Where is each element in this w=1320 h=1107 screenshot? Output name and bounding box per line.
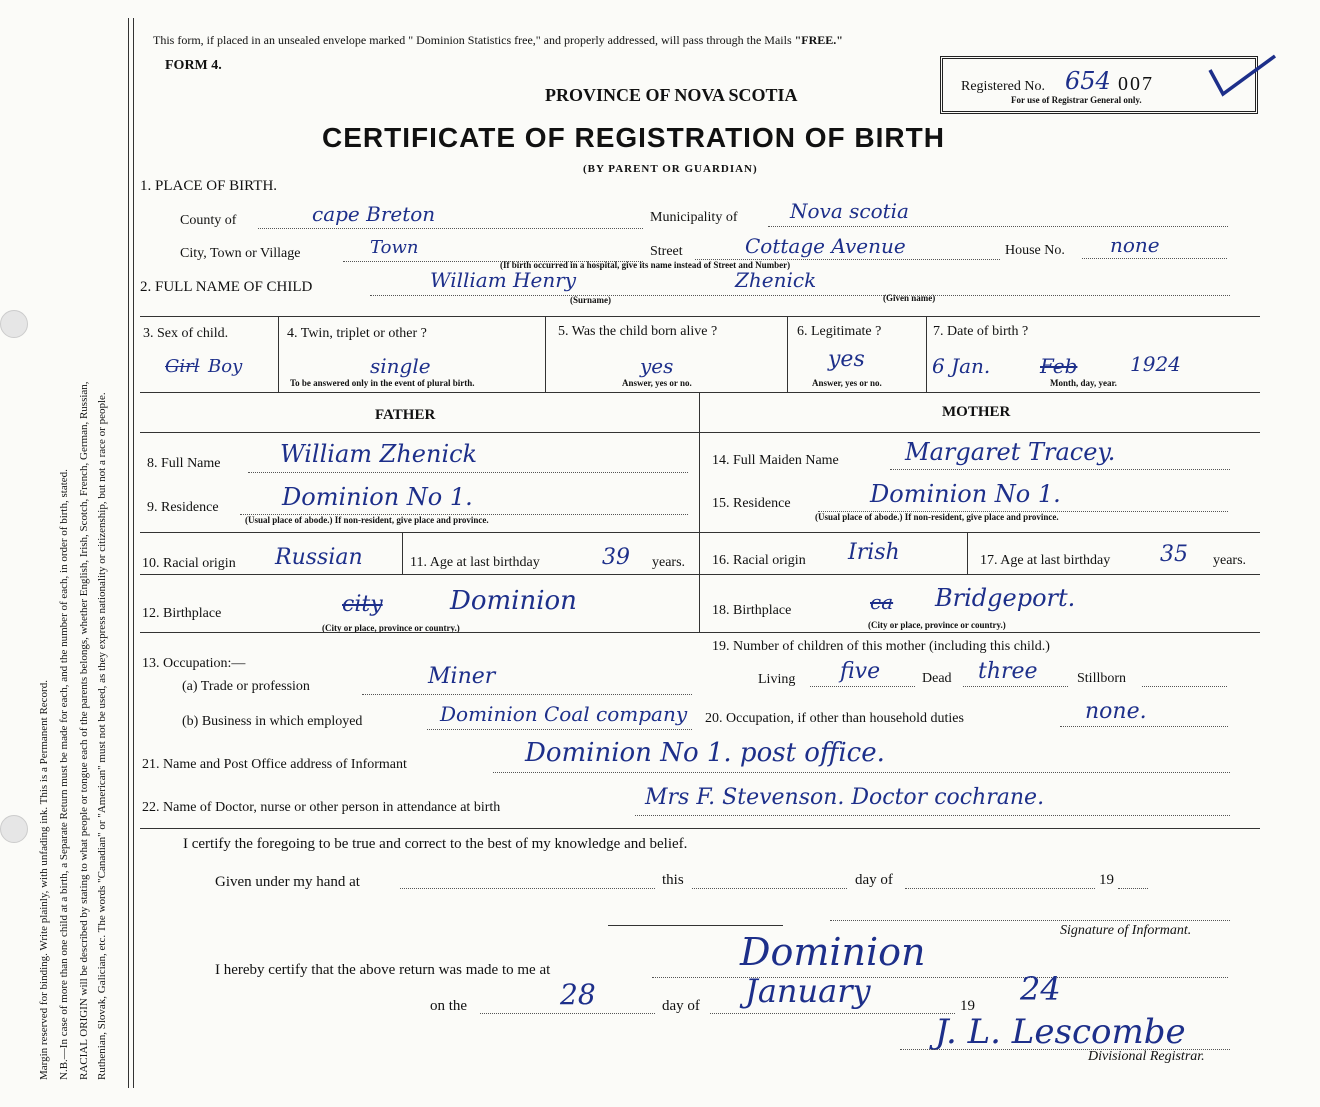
day-of-line [905,888,1095,889]
children-label: 19. Number of children of this mother (including this child.) [712,639,1050,654]
father-racial-value: Russian [275,545,363,570]
alive-value: yes [640,354,674,378]
return-place: Dominion [740,930,926,974]
mother-occupation-label: 20. Occupation, if other than household duties [705,711,964,726]
registrar-label: Divisional Registrar. [1088,1049,1205,1064]
mail-free: "FREE." [794,33,843,47]
doctor-label: 22. Name of Doctor, nurse or other person in attendance at birth [142,800,501,815]
father-birthplace-value: Dominion [450,586,577,616]
father-age-value: 39 [602,545,630,570]
city-label: City, Town or Village [180,246,301,261]
row-top-rule [140,316,1260,317]
child-surname-value: Zhenick [735,268,817,292]
mother-occupation-line [1060,726,1228,727]
county-label: County of [180,213,237,228]
father-birthplace-note: (City or place, province or country.) [322,623,460,633]
dead-line [963,686,1068,687]
mother-racial-label: 16. Racial origin [712,553,806,568]
registered-number: 654 [1065,67,1111,95]
municipality-label: Municipality of [650,210,738,225]
given-line [400,888,655,889]
dob-struck: Feb [1040,354,1078,378]
signature-label: Signature of Informant. [1060,923,1192,938]
father-business-label: (b) Business in which employed [182,714,363,729]
mail-notice [153,33,843,48]
mother-residence-label: 15. Residence [712,496,791,511]
twin-label: 4. Twin, triplet or other ? [287,326,427,341]
margin-note-3: RACIAL ORIGIN will be described by stating to what people or tongue each of the parents belongs, whether English, Irish, Scotch, French, German, Russian, [78,381,90,1080]
living-value: five [840,659,881,684]
house-label: House No. [1005,243,1065,258]
informant-label: 21. Name and Post Office address of Informant [142,757,407,772]
dob-value: 6 Jan. [932,354,991,378]
month-line [710,1013,955,1014]
child-name-line [370,295,1230,296]
father-business-line [427,729,692,730]
sex-value: Boy [208,356,243,377]
father-trade-value: Miner [428,664,496,689]
county-value: cape Breton [312,202,436,226]
child-name-label: 2. FULL NAME OF CHILD [140,279,313,295]
day-of2-label: day of [662,998,700,1014]
father-birthplace-label: 12. Birthplace [142,606,222,621]
stillborn-label: Stillborn [1077,671,1127,686]
father-age-rule [140,574,700,575]
hospital-note: (If birth occurred in a hospital, give its name instead of Street and Number) [500,260,791,270]
mother-age-unit: years. [1213,553,1247,568]
father-trade-line [362,694,692,695]
on-the-label: on the [430,998,468,1014]
dob-label: 7. Date of birth ? [933,324,1029,339]
return-month: January [745,972,871,1010]
house-line [1082,258,1227,259]
legit-note: Answer, yes or no. [812,378,882,388]
given-name-note: (Given name) [883,293,936,303]
county-line [258,228,643,229]
margin-note-4: Ruthenian, Slovak, Galician, etc. The words "Canadian" or "American" must not be used, as they express nationality or citizenship, but not a race or people. [96,392,108,1080]
registered-label: Registered No. [961,79,1045,94]
parents-divider [699,392,700,632]
father-trade-label: (a) Trade or profession [182,679,310,694]
mother-birthplace-note: (City or place, province or country.) [868,620,1006,630]
alive-label: 5. Was the child born alive ? [558,324,718,339]
parents-bottom-rule [140,632,1260,633]
father-mid-rule [140,532,1260,533]
registrar-note: For use of Registrar General only. [1011,95,1142,105]
margin-rule-2 [133,18,134,1088]
father-age-divider [402,532,403,574]
dob-year: 1924 [1130,352,1181,376]
return-day: 28 [560,978,596,1011]
dead-value: three [978,659,1038,684]
mail-notice-text: This form, if placed in an unsealed envelope marked " Dominion Statistics free," and properly addressed, will pass through the Mails [153,33,792,47]
on-the-line [480,1013,655,1014]
city-value: Town [370,237,419,258]
return-year-prefix: 19 [960,998,975,1014]
day-of-label: day of [855,872,893,888]
mother-age-rule [700,574,1260,575]
province-heading: PROVINCE OF NOVA SCOTIA [545,85,798,105]
informant-line [493,772,1230,773]
place-of-birth-heading: 1. PLACE OF BIRTH. [140,178,278,194]
dob-note: Month, day, year. [1050,378,1117,388]
margin-note-1: Margin reserved for binding. Write plainly, with unfading ink. This is a Permanent Record. [38,680,50,1080]
father-name-line [248,472,688,473]
certify-text: I certify the foregoing to be true and correct to the best of my knowledge and belief. [183,836,688,852]
return-text: I hereby certify that the above return was made to me at [215,962,551,978]
father-residence-label: 9. Residence [147,500,219,515]
row-bottom-rule [140,392,1260,393]
return-place-line [652,977,1228,978]
mother-age-value: 35 [1160,542,1188,567]
punch-hole-top [0,310,28,338]
municipality-line [768,226,1228,227]
legit-label: 6. Legitimate ? [797,324,882,339]
mother-age-label: 17. Age at last birthday [980,553,1111,568]
alive-note: Answer, yes or no. [622,378,692,388]
father-business-value: Dominion Coal company [440,702,688,726]
surname-note: (Surname) [570,295,611,305]
informant-signature-dots [830,920,1230,921]
mother-name-line [890,469,1230,470]
street-label: Street [650,244,683,259]
twin-divider [545,316,546,392]
father-name-value: William Zhenick [280,440,478,468]
legit-value: yes [828,347,865,372]
street-value: Cottage Avenue [745,234,906,258]
alive-divider [787,316,788,392]
mother-name-value: Margaret Tracey. [905,438,1116,466]
check-mark-icon [1205,50,1280,100]
cert-rule [140,828,1260,829]
this-line [692,888,847,889]
margin-note-2: N.B.—In case of more than one child at a birth, a Separate Return must be made for each, and the number of each, in order of birth, stated. [58,469,70,1080]
registered-printed: 007 [1118,73,1154,95]
year-prefix: 19 [1099,872,1114,888]
informant-value: Dominion No 1. post office. [525,738,885,768]
form-number: FORM 4. [165,58,222,73]
return-year: 24 [1020,970,1061,1008]
mother-heading: MOTHER [942,404,1011,420]
dead-label: Dead [922,671,952,686]
father-residence-note: (Usual place of abode.) If non-resident, give place and province. [245,515,489,525]
father-residence-value: Dominion No 1. [282,483,473,511]
year-line [1118,888,1148,889]
mother-age-divider [967,532,968,574]
father-racial-label: 10. Racial origin [142,556,236,571]
father-rule [140,432,1260,433]
father-age-unit: years. [652,555,686,570]
margin-rule [128,18,129,1088]
mother-birthplace-value: Bridgeport. [935,584,1076,612]
margin-notes [38,70,132,1080]
father-age-label: 11. Age at last birthday [410,555,540,570]
twin-note: To be answered only in the event of plural birth. [290,378,475,388]
given-label: Given under my hand at [215,874,360,890]
sex-struck: Girl [165,356,200,377]
sex-divider [278,316,279,392]
twin-value: single [370,354,431,378]
mother-residence-note: (Usual place of abode.) If non-resident, give place and province. [815,512,1059,522]
informant-signature-line [608,925,783,926]
certificate-title: CERTIFICATE OF REGISTRATION OF BIRTH [322,122,945,153]
stillborn-line [1142,686,1227,687]
certificate-subtitle: (BY PARENT OR GUARDIAN) [583,163,758,175]
father-occupation-label: 13. Occupation:— [142,656,246,671]
sex-label: 3. Sex of child. [143,326,229,341]
registrar-signature: J. L. Lescombe [935,1012,1186,1052]
mother-occupation-value: none. [1085,699,1147,724]
father-heading: FATHER [375,407,436,423]
father-birthplace-struck: city [342,592,383,617]
mother-birthplace-label: 18. Birthplace [712,603,792,618]
doctor-line [635,815,1230,816]
mother-residence-value: Dominion No 1. [870,480,1061,508]
doctor-value: Mrs F. Stevenson. Doctor cochrane. [645,785,1045,810]
mother-birthplace-struck: ca [870,590,894,614]
this-label: this [662,872,684,888]
mother-racial-value: Irish [848,540,900,565]
living-line [810,686,915,687]
municipality-value: Nova scotia [790,199,909,223]
punch-hole-bottom [0,815,28,843]
house-value: none [1110,233,1160,257]
father-name-label: 8. Full Name [147,456,221,471]
legit-divider [926,316,927,392]
mother-name-label: 14. Full Maiden Name [712,453,839,468]
living-label: Living [758,672,796,687]
child-name-value: William Henry [430,268,577,292]
